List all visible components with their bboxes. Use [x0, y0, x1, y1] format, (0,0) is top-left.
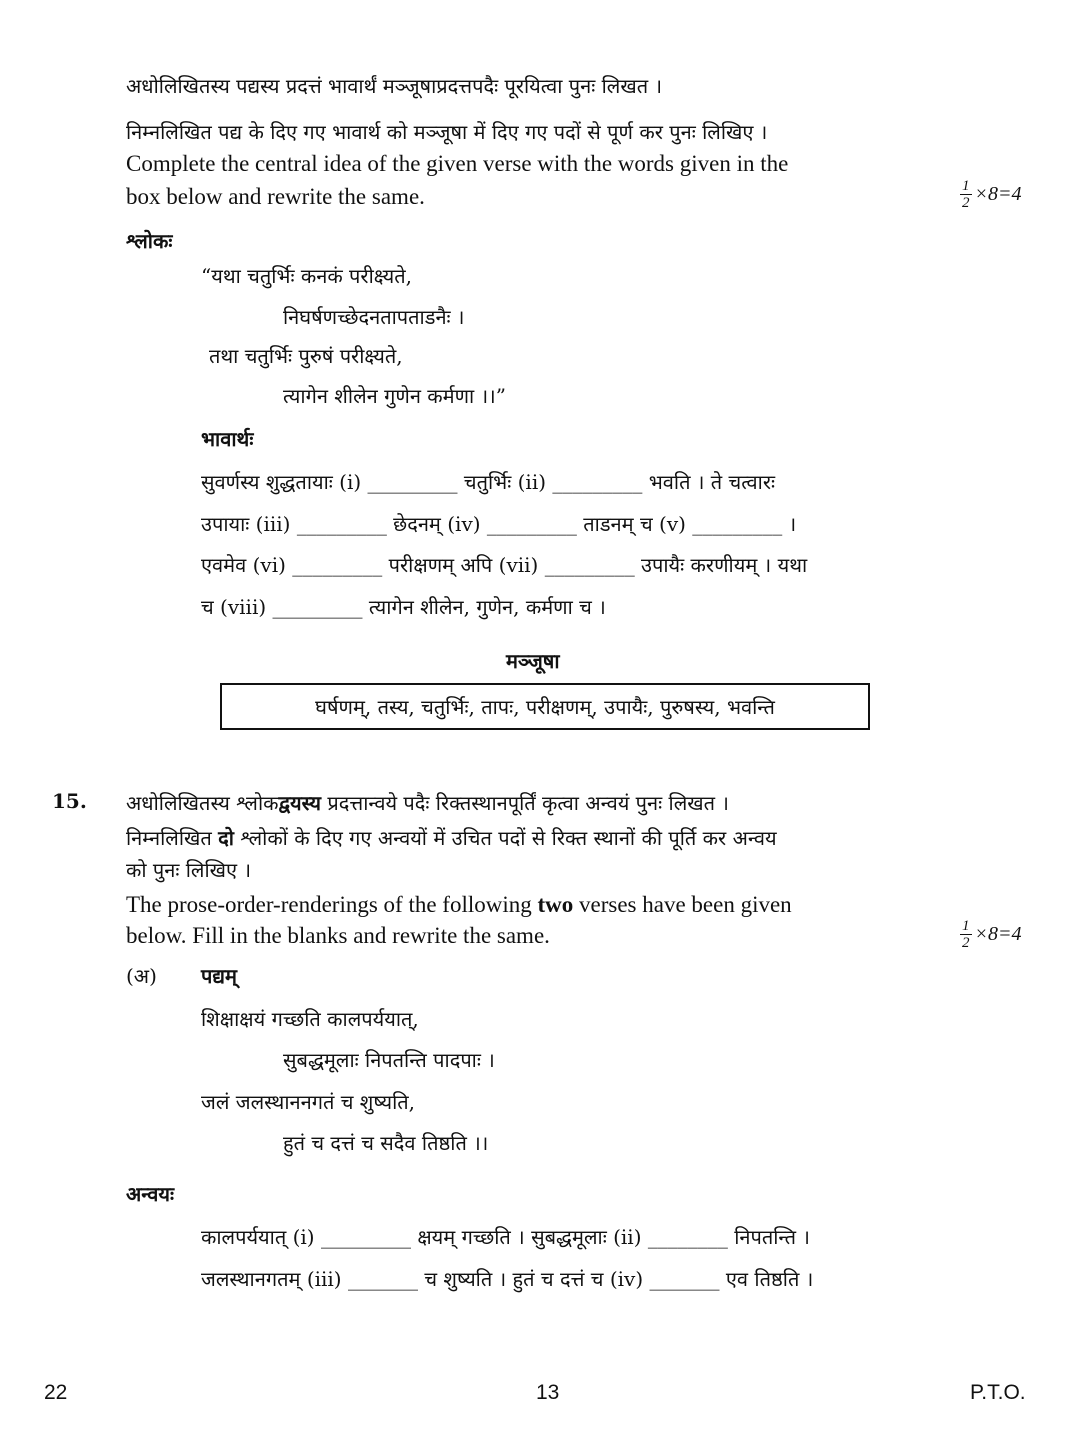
- shloka-line-3: तथा चतुर्भिः पुरुषं परीक्ष्यते,: [209, 344, 403, 368]
- shloka-line-2: निघर्षणच्छेदनतापताडनैः ।: [283, 305, 465, 329]
- q15-marks: [960, 918, 1022, 951]
- shloka-label: श्लोकः: [126, 229, 173, 253]
- q15-instruction-english-bold: two: [537, 892, 574, 917]
- q15-instruction-hindi-pre: निम्नलिखित: [126, 826, 219, 850]
- q15-instruction-hindi-bold: दो: [218, 826, 234, 850]
- q15-instruction-sanskrit: [126, 789, 729, 816]
- padyam-line-1: शिक्षाक्षयं गच्छति कालपर्ययात्,: [201, 1007, 419, 1031]
- q15-marks-fraction: [960, 918, 972, 951]
- page-number: 13: [536, 1381, 560, 1404]
- q15-instruction-hindi-post: श्लोकों के दिए गए अन्वयों में उचित पदों से रिक्त स्थानों की पूर्ति कर अन्वय: [233, 826, 777, 850]
- padyam-label: पद्यम्: [201, 964, 237, 988]
- pto-label: P.T.O.: [970, 1381, 1026, 1404]
- sub-question-a-label: (अ): [126, 964, 157, 988]
- q14-instruction-sanskrit: अधोलिखितस्य पद्यस्य प्रदत्तं भावार्थं मञ्जूषाप्रदत्तपदैः पूरयित्वा पुनः लिखत ।: [126, 74, 663, 98]
- padyam-line-4: हुतं च दत्तं च सदैव तिष्ठति ।।: [283, 1131, 489, 1155]
- q15-instruction-sanskrit-pre: अधोलिखितस्य श्लोक: [126, 791, 279, 815]
- q14-marks-total: ×8=4: [974, 183, 1022, 205]
- q15-instruction-english-line2: below. Fill in the blanks and rewrite the same.: [126, 923, 550, 948]
- q14-instruction-english-line2: box below and rewrite the same.: [126, 184, 425, 209]
- footer-code: 22: [44, 1381, 68, 1404]
- shloka-line-1: “यथा चतुर्भिः कनकं परीक्ष्यते,: [201, 264, 413, 288]
- q15-instruction-english-pre: The prose-order-renderings of the following: [126, 892, 538, 917]
- manjusha-box: [220, 683, 870, 730]
- q15-instruction-english-post: verses have been given: [573, 892, 792, 917]
- bhavarth-label: भावार्थः: [201, 427, 254, 451]
- q15-instruction-english-line1: [126, 892, 792, 918]
- q15-instruction-hindi: [126, 824, 777, 851]
- q15-instruction-hindi-line2: को पुनः लिखिए ।: [126, 858, 252, 882]
- q14-marks-fraction: [960, 178, 972, 211]
- anvaya-line-1: कालपर्ययात् (i) _________ क्षयम् गच्छति । सुबद्धमूलाः (ii) ________ निपतन्ति ।: [201, 1225, 810, 1249]
- q15-marks-total: ×8=4: [974, 923, 1022, 945]
- q15-instruction-sanskrit-post: प्रदत्तान्वये पदैः रिक्तस्थानपूर्तिं कृत्वा अन्वयं पुनः लिखत ।: [321, 791, 729, 815]
- q14-instruction-english-line1: Complete the central idea of the given verse with the words given in the: [126, 151, 789, 176]
- q14-marks-numerator: 1: [962, 178, 970, 194]
- padyam-line-2: सुबद्धमूलाः निपतन्ति पादपाः ।: [283, 1048, 495, 1072]
- bhavarth-line-1: सुवर्णस्य शुद्धतायाः (i) _________ चतुर्भिः (ii) _________ भवति । ते चत्वारः: [201, 470, 776, 494]
- q15-number: 15.: [52, 789, 87, 813]
- q15-marks-numerator: 1: [962, 918, 970, 934]
- q14-marks: [960, 178, 1022, 211]
- anvaya-label: अन्वयः: [126, 1182, 175, 1206]
- padyam-line-3: जलं जलस्थाननगतं च शुष्यति,: [201, 1090, 416, 1114]
- bhavarth-line-4: च (viii) _________ त्यागेन शीलेन, गुणेन, कर्मणा च ।: [201, 595, 606, 619]
- manjusha-label: मञ्जूषा: [506, 649, 560, 673]
- q15-marks-denominator: 2: [962, 935, 970, 951]
- bhavarth-line-2: उपायाः (iii) _________ छेदनम् (iv) _________ ताडनम् च (v) _________ ।: [201, 512, 797, 536]
- q15-instruction-sanskrit-bold: द्वयस्य: [278, 791, 322, 815]
- manjusha-words: घर्षणम्, तस्य, चतुर्भिः, तापः, परीक्षणम्, उपायैः, पुरुषस्य, भवन्ति: [315, 695, 775, 719]
- shloka-line-4: त्यागेन शीलेन गुणेन कर्मणा ।।”: [283, 384, 506, 408]
- q14-instruction-hindi: निम्नलिखित पद्य के दिए गए भावार्थ को मञ्जूषा में दिए गए पदों से पूर्ण कर पुनः लिखिए ।: [126, 120, 768, 144]
- q14-marks-denominator: 2: [962, 195, 970, 211]
- anvaya-line-2: जलस्थानगतम् (iii) _______ च शुष्यति । हुतं च दत्तं च (iv) _______ एव तिष्ठति ।: [201, 1267, 814, 1291]
- bhavarth-line-3: एवमेव (vi) _________ परीक्षणम् अपि (vii) _________ उपायैः करणीयम् । यथा: [201, 553, 808, 577]
